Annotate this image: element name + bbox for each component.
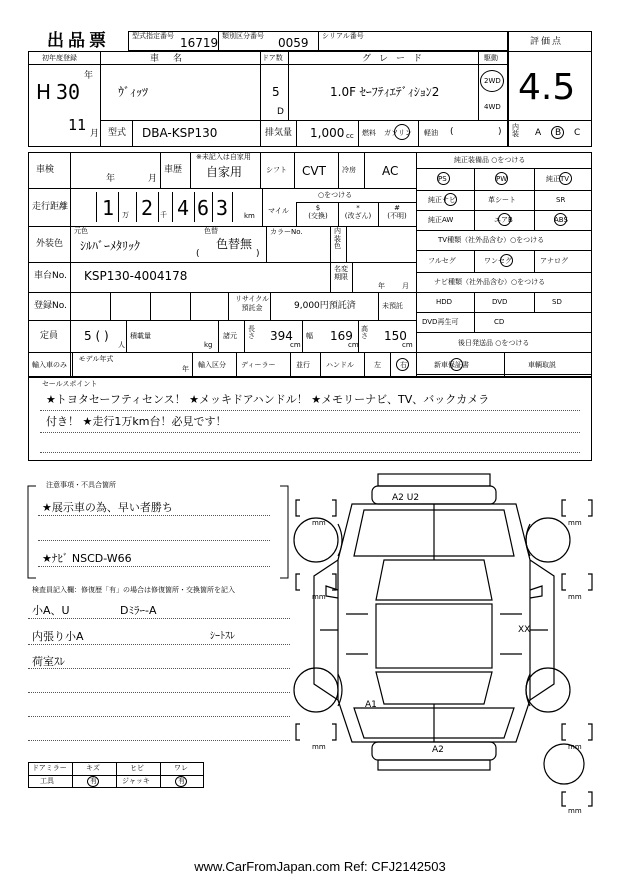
equip-aw: 純正AW: [428, 216, 454, 224]
legend-ware: ワレ: [174, 764, 188, 772]
docs-manual: 車輌取説: [528, 361, 556, 369]
name-change-year: 年: [378, 282, 385, 290]
navi-title: ナビ種類（社外品含む）○をつける: [434, 278, 546, 286]
reg-no-label: 登録No.: [34, 301, 67, 311]
car-name-label: 車名: [150, 54, 197, 64]
capacity-unit: 人: [118, 341, 125, 349]
year: 30: [56, 80, 81, 104]
model-cert-value: 16719: [180, 36, 219, 50]
import-label: 輸入車のみ: [32, 361, 67, 369]
tire-rr-unit: mm: [568, 743, 582, 751]
recycle-value: 9,000円預託済: [294, 301, 356, 311]
fuel2-paren-open: (: [450, 127, 454, 137]
usage: 自家用: [206, 165, 243, 179]
ac: AC: [382, 164, 399, 178]
usage-note: ※未記入は自家用: [196, 153, 251, 161]
tv-oneseg: ワンセグ: [484, 257, 512, 265]
height-unit: cm: [402, 341, 413, 349]
fuel2-paren-close: ): [498, 127, 502, 137]
mark-right: XX: [518, 625, 531, 635]
model-type: DBA-KSP130: [142, 126, 218, 140]
month: 11: [68, 116, 87, 134]
inspector-line-2a: 内張り小A: [32, 630, 84, 643]
equip-ps: PS: [438, 175, 447, 183]
mileage-digit-4: 6: [197, 196, 210, 220]
month-unit: 月: [90, 129, 100, 139]
tv-analog: アナログ: [540, 257, 568, 265]
fuel2-label: 軽油: [424, 129, 438, 137]
chassis-label: 車台No.: [34, 271, 67, 281]
footer-ref: www.CarFromJapan.com Ref: CFJ2142503: [194, 859, 446, 874]
width-unit: cm: [348, 341, 359, 349]
sales-title: セールスポイント: [42, 380, 98, 388]
height-label: 高さ: [361, 325, 368, 340]
drive-4wd: 4WD: [484, 103, 501, 111]
era: H: [36, 80, 52, 104]
tire-rl-unit: mm: [312, 743, 326, 751]
unit-man: 万: [122, 211, 129, 219]
import-type-label: 輸入区分: [198, 361, 226, 369]
displacement-label: 排気量: [265, 128, 293, 138]
mileage-digit-2: 2: [141, 196, 154, 220]
legend-tools-status: 有: [90, 777, 97, 785]
color-change-label: 色替: [204, 227, 218, 235]
equip-navi: 純正ナビ: [428, 196, 456, 204]
mileage-digit-3: 4: [177, 196, 190, 220]
unit-km: km: [244, 212, 255, 220]
load-unit: kg: [204, 341, 213, 349]
notes-line-2: ★ﾅﾋﾞ NSCD-W66: [42, 552, 132, 565]
navi-cd: CD: [494, 318, 505, 326]
recycle-label: リサイクル預託金: [234, 295, 270, 312]
equip-sr: SR: [556, 196, 566, 204]
dim-label: 諸元: [223, 332, 237, 340]
model-year-label: モデル年式: [78, 355, 114, 363]
parallel: 並行: [296, 361, 310, 369]
mileage-digit-1: 1: [102, 196, 115, 220]
category-value: 0059: [278, 36, 309, 50]
unit-sen: 千: [160, 211, 167, 219]
fuel-label: 燃料: [362, 129, 376, 137]
legend-door-mirror: ドアミラー: [32, 764, 67, 772]
inspection-month: 月: [148, 174, 158, 184]
interior-label: 内装: [512, 123, 519, 138]
length: 394: [270, 329, 293, 343]
year-unit: 年: [84, 71, 94, 81]
sheet-title: 出品票: [47, 31, 110, 51]
color-change-paren-close: ): [256, 249, 260, 259]
navi-dvd-play: DVD再生可: [422, 318, 459, 326]
load-label: 積載量: [130, 332, 151, 340]
color-change-paren-open: (: [196, 249, 200, 259]
mileage-digit-5: 3: [216, 196, 229, 220]
inspector-title: 検査員記入欄：修復歴「有」の場合は修復箇所・交換箇所を記入: [32, 586, 235, 594]
width-label: 幅: [306, 332, 313, 340]
shift: CVT: [302, 164, 326, 178]
notes-title: 注意事項・不具合箇所: [46, 481, 116, 489]
inspection-label: 車検: [36, 165, 55, 175]
length-unit: cm: [290, 341, 301, 349]
sales-line-1: ★トヨタセーフティセンス！ ★メッキドアハンドル！ ★メモリーナビ、TV、バックカメラ: [46, 393, 490, 406]
doors: 5: [272, 85, 280, 99]
grade-label: グレード: [362, 54, 431, 64]
legend-jack: ジャッキ: [122, 777, 150, 785]
interior-grade-b: B: [555, 128, 562, 138]
width: 169: [330, 329, 353, 343]
mile-label: マイル: [268, 207, 289, 215]
drive-2wd: 2WD: [484, 77, 501, 85]
tire-mr-unit: mm: [568, 593, 582, 601]
equip-airbag: エアB: [494, 216, 513, 224]
doors-label: ドア数: [262, 54, 283, 62]
equip-abs: ABS: [554, 216, 568, 224]
drive-label: 駆動: [484, 54, 498, 62]
genuine-title: 純正装備品 ○をつける: [454, 156, 526, 164]
inspector-line-1a: 小A、U: [32, 604, 70, 617]
mark-front: A2 U2: [392, 493, 420, 503]
displacement-unit: cc: [346, 132, 354, 140]
color-change: 色替無: [216, 237, 253, 251]
navi-dvd: DVD: [492, 298, 508, 306]
name-change-month: 月: [402, 282, 409, 290]
legend-kizu: キズ: [86, 764, 100, 772]
legend-hibi: ヒビ: [130, 764, 144, 772]
shift-label: シフト: [266, 166, 287, 174]
mark-left: A1: [365, 700, 377, 710]
displacement: 1,000: [310, 126, 345, 140]
car-name: ｳﾞｨｯﾂ: [118, 85, 149, 99]
tv-fullseg: フルセグ: [428, 257, 456, 265]
inspection-year: 年: [106, 174, 116, 184]
color-no-label: カラーNo.: [270, 228, 303, 236]
tire-ml-unit: mm: [312, 593, 326, 601]
handle-right: 右: [400, 361, 407, 369]
grade-score-value: 4.5: [518, 67, 576, 108]
mile-options-title: ○をつける: [318, 191, 353, 199]
mile-option-exchange: $ (交換): [308, 204, 328, 221]
equip-leather: 革シート: [488, 196, 516, 204]
notes-line-1: ★展示車の為、早い者勝ち: [42, 501, 173, 514]
type-label: 型式: [108, 128, 127, 138]
height: 150: [384, 329, 407, 343]
capacity-label: 定員: [40, 331, 59, 341]
interior-color-label: 内装色: [334, 227, 341, 251]
navi-sd: SD: [552, 298, 562, 306]
equip-pw: PW: [496, 175, 508, 183]
chassis: KSP130-4004178: [84, 269, 188, 283]
navi-hdd: HDD: [436, 298, 453, 306]
mile-option-unknown: # (不明): [387, 204, 407, 221]
inspector-line-2b: ｼｰﾄｽﾚ: [210, 631, 235, 642]
color-original: ｼﾙﾊﾞｰﾒﾀﾘｯｸ: [80, 239, 141, 253]
legend-tools: 工具: [40, 777, 54, 785]
inspector-line-3a: 荷室ｽﾚ: [32, 655, 65, 668]
category-label: 類別区分番号: [222, 32, 264, 40]
tire-spare-unit: mm: [568, 807, 582, 815]
interior-grade-a: A: [535, 128, 542, 138]
handle-label: ハンドル: [326, 361, 354, 369]
recycle-status: 未預託: [382, 302, 403, 310]
door-suffix: D: [277, 107, 284, 117]
docs-title: 後日発送品 ○をつける: [458, 339, 530, 347]
ac-label: 冷房: [342, 166, 356, 174]
model-cert-label: 型式指定番号: [132, 32, 174, 40]
tv-title: TV種類（社外品含む）○をつける: [438, 236, 545, 244]
serial-label: シリアル番号: [322, 32, 364, 40]
equip-tv: 純正TV: [546, 175, 570, 183]
docs-warranty: 新車保証書: [434, 361, 469, 369]
mileage-label: 走行距離: [32, 202, 69, 212]
usage-label: 車歴: [164, 165, 183, 175]
grade-score-label: 評価点: [530, 37, 564, 47]
fuel: ガソリン: [384, 129, 412, 137]
color-original-label: 元色: [74, 227, 88, 235]
inspector-line-1b: Dﾐﾗｰ-A: [120, 604, 157, 617]
handle-left: 左: [374, 361, 381, 369]
capacity: 5 ( ): [84, 329, 109, 343]
color-label: 外装色: [36, 239, 64, 249]
grade: 1.0F ｾｰﾌﾃｨｴﾃﾞｨｼｮﾝ2: [330, 85, 440, 99]
mile-option-tampered: * (改ざん): [344, 204, 372, 221]
model-year-unit: 年: [182, 365, 189, 373]
name-change-label: 名変期限: [334, 265, 348, 282]
sales-line-2: 付き！ ★走行1万km台！必見です！: [46, 415, 227, 428]
length-label: 長さ: [248, 325, 255, 340]
mark-rear: A2: [432, 745, 444, 755]
tire-fl-unit: mm: [312, 519, 326, 527]
tire-fr-unit: mm: [568, 519, 582, 527]
interior-grade-c: C: [574, 128, 581, 138]
legend-jack-status: 有: [178, 777, 185, 785]
first-reg-label: 初年度登録: [42, 54, 77, 62]
dealer: ディーラー: [241, 361, 276, 369]
